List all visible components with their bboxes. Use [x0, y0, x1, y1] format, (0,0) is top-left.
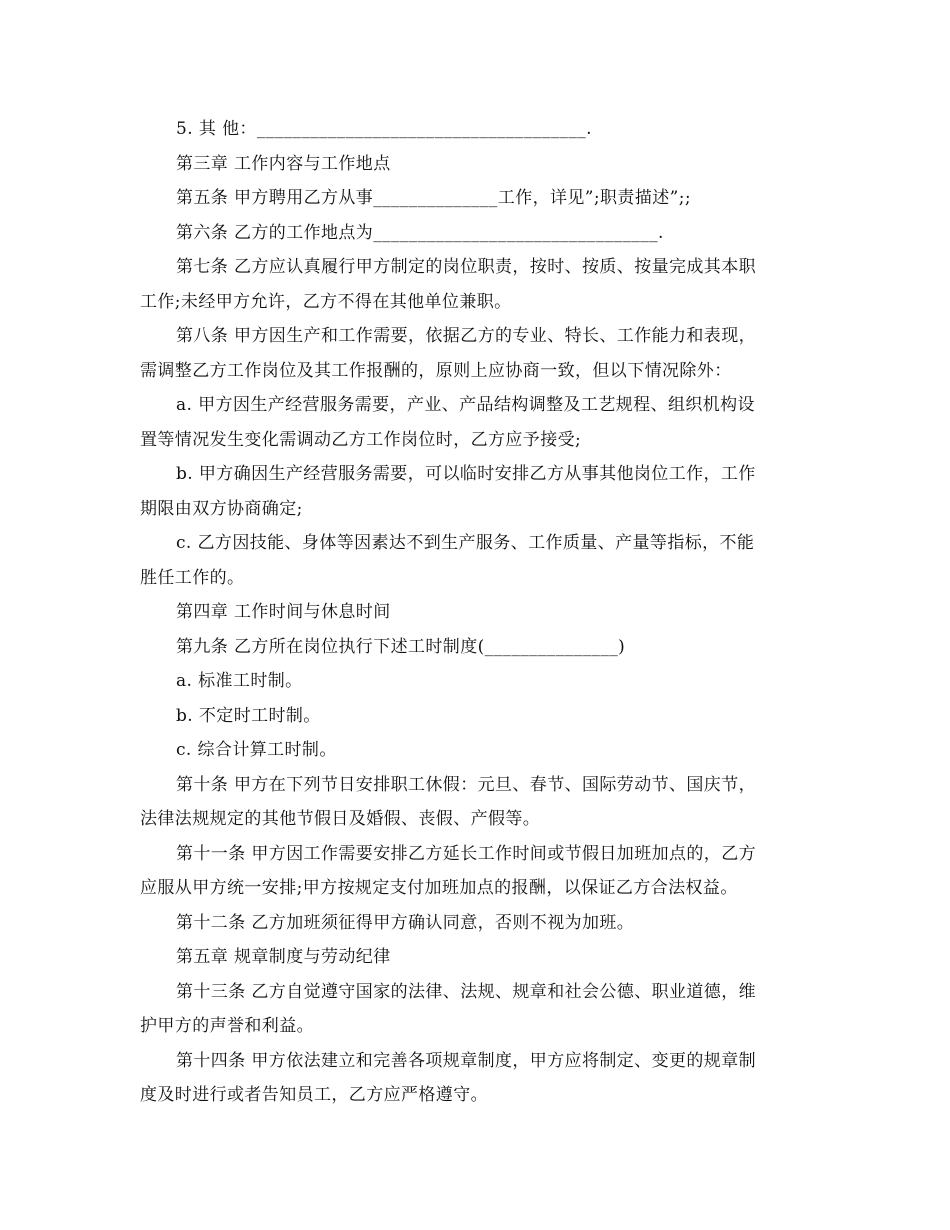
text-line: 置等情况发生变化需调动乙方工作岗位时，乙方应予接受; [140, 429, 582, 450]
text-line: 第十一条 甲方因工作需要安排乙方延长工作时间或节假日加班加点的，乙方 [176, 843, 757, 864]
text-line: 法律法规规定的其他节假日及婚假、丧假、产假等。 [140, 809, 541, 829]
text-line: 胜任工作的。 [140, 567, 245, 588]
text-line: 第十三条 乙方自觉遵守国家的法律、法规、规章和社会公德、职业道德，维 [176, 981, 757, 1002]
text-line: 第十条 甲方在下列节日安排职工休假：元旦、春节、国际劳动节、国庆节， [176, 774, 757, 795]
text-line: c. 综合计算工时制。 [176, 740, 337, 760]
text-line: 第七条 乙方应认真履行甲方制定的岗位职责，按时、按质、按量完成其本职 [176, 257, 757, 277]
text-line: 第十二条 乙方加班须征得甲方确认同意，否则不视为加班。 [176, 912, 635, 933]
text-line: a. 甲方因生产经营服务需要，产业、产品结构调整及工艺规程、组织机构设 [176, 395, 755, 415]
text-line: b. 甲方确因生产经营服务需要，可以临时安排乙方从事其他岗位工作，工作 [176, 464, 756, 484]
text-line: 第八条 甲方因生产和工作需要，依据乙方的专业、特长、工作能力和表现， [176, 326, 757, 346]
chapter-heading: 第五章 规章制度与劳动纪律 [176, 947, 391, 967]
text-line: a. 标准工时制。 [176, 671, 303, 691]
text-line: b. 不定时工时制。 [176, 705, 321, 726]
text-line: 工作;未经甲方允许，乙方不得在其他单位兼职。 [140, 291, 512, 312]
text-line: 5. 其 他：_____________________________________. [176, 119, 592, 139]
chapter-heading: 第四章 工作时间与休息时间 [176, 602, 391, 622]
text-line: c. 乙方因技能、身体等因素达不到生产服务、工作质量、产量等指标，不能 [176, 533, 755, 553]
text-line: 第十四条 甲方依法建立和完善各项规章制度，甲方应将制定、变更的规章制 [176, 1050, 757, 1071]
text-line: 第九条 乙方所在岗位执行下述工时制度(_______________) [176, 636, 626, 657]
text-line: 应服从甲方统一安排;甲方按规定支付加班加点的报酬，以保证乙方合法权益。 [140, 878, 738, 898]
text-line: 需调整乙方工作岗位及其工作报酬的，原则上应协商一致，但以下情况除外： [140, 360, 732, 381]
text-line: 护甲方的声誉和利益。 [140, 1016, 314, 1036]
text-line: 第五条 甲方聘用乙方从事______________工作，详见”;职责描述”;; [176, 188, 691, 208]
text-line: 第六条 乙方的工作地点为________________________________. [176, 222, 664, 243]
chapter-heading: 第三章 工作内容与工作地点 [176, 153, 391, 174]
text-line: 期限由双方协商确定; [140, 498, 303, 519]
text-line: 度及时进行或者告知员工，乙方应严格遵守。 [140, 1085, 488, 1105]
